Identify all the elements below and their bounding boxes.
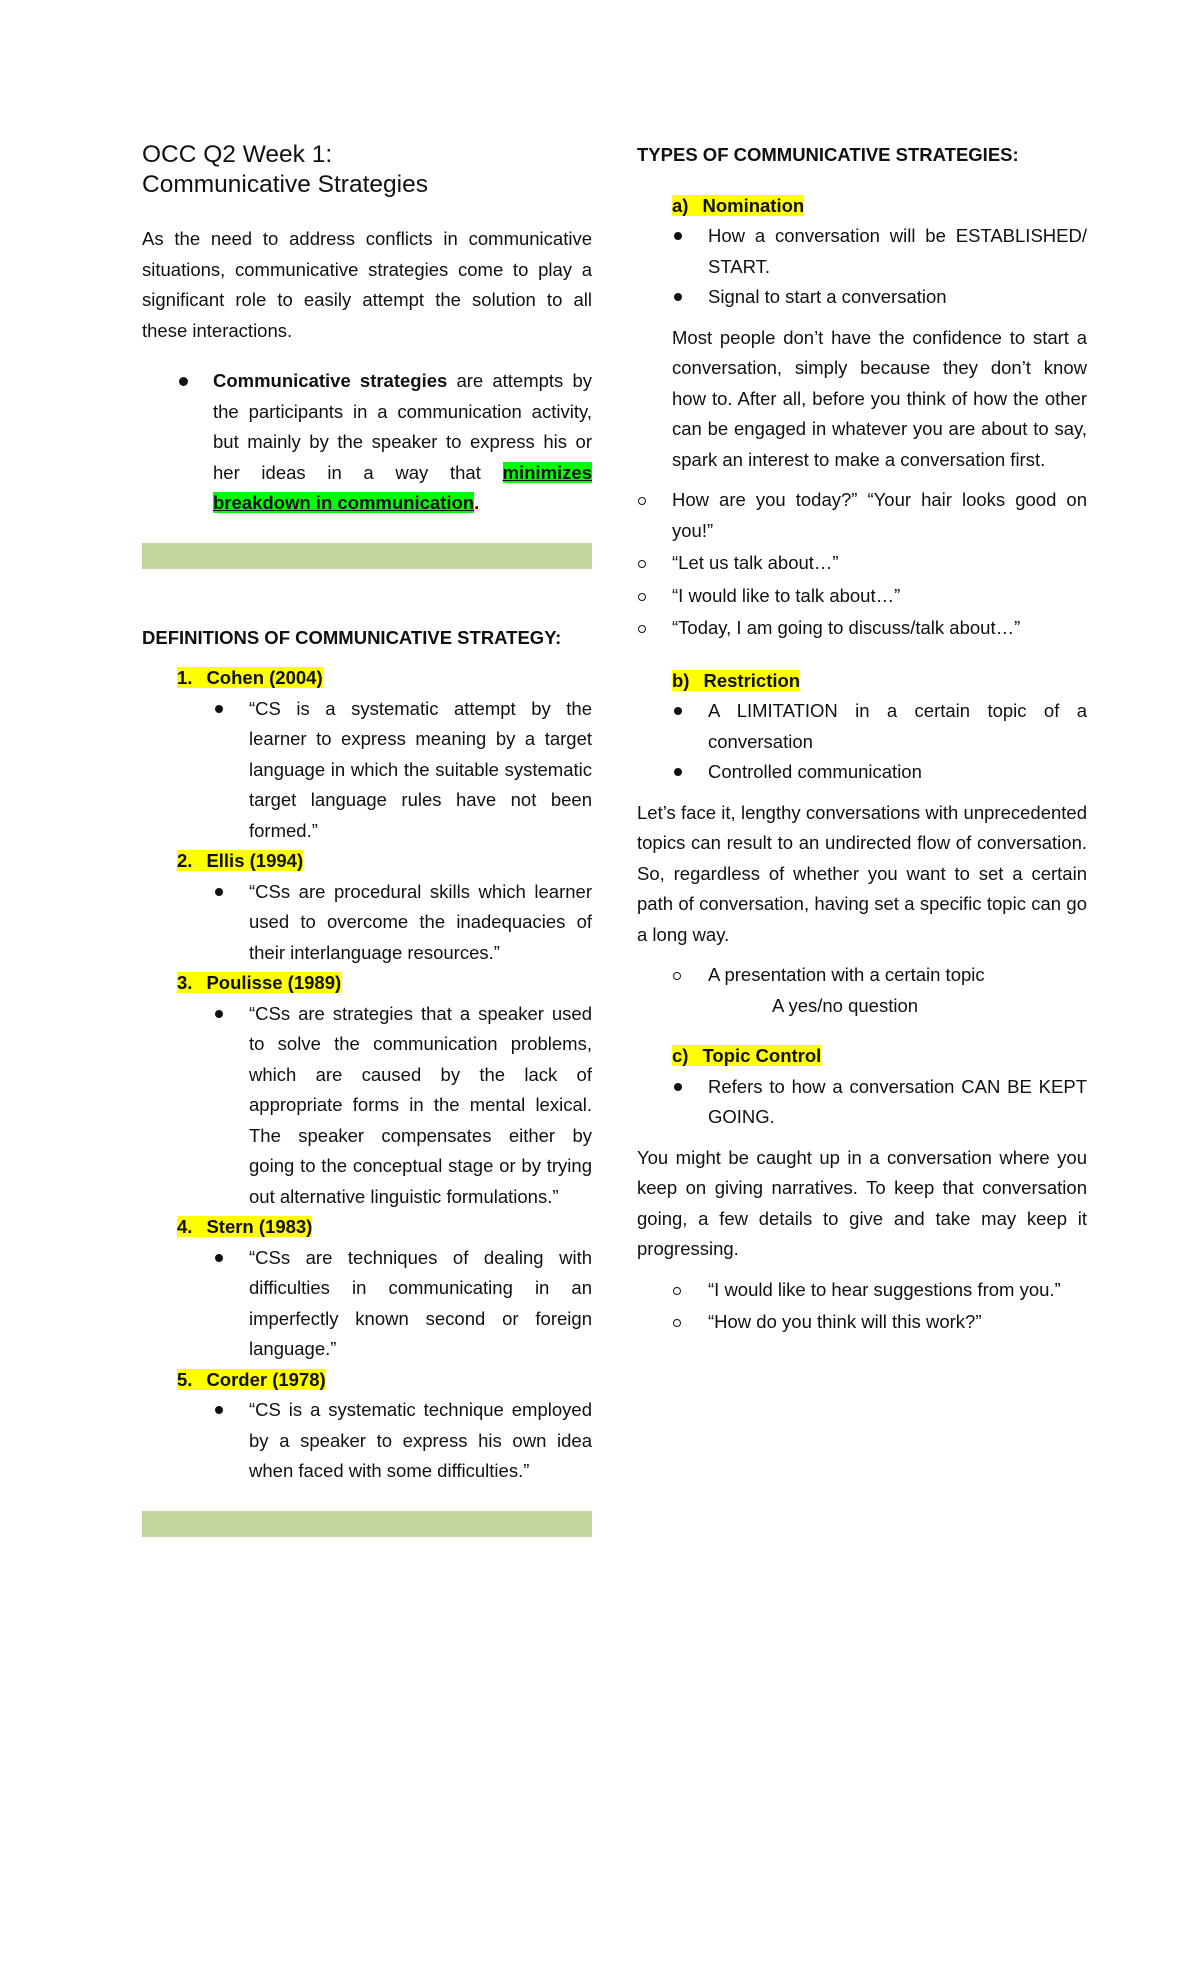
types-heading: TYPES OF COMMUNICATIVE STRATEGIES: — [637, 144, 1019, 165]
definition-number: 4. — [177, 1216, 193, 1237]
circle-bullet-icon — [638, 625, 646, 633]
section-divider-band — [142, 543, 592, 569]
nomination-letter: a) — [672, 194, 689, 216]
bullet-dot-icon — [674, 293, 682, 301]
example-text: “Let us talk about…” — [672, 552, 839, 573]
title-line-2: Communicative Strategies — [142, 171, 428, 198]
example-text: How are you today?” “Your hair looks good on you!” — [672, 489, 1087, 541]
bullet-text: Refers to how a conversation CAN BE KEPT GOING. — [708, 1075, 1087, 1127]
cs-end: . — [474, 492, 480, 513]
bullet-dot-icon — [215, 1406, 223, 1414]
restriction-example-2: A yes/no question — [772, 994, 919, 1016]
definition-number: 5. — [177, 1368, 193, 1390]
bullet-item — [672, 282, 1087, 313]
bullet-item — [672, 1072, 1087, 1133]
definition-source — [177, 850, 303, 871]
example-text: “How do you think will this work?” — [708, 1311, 982, 1332]
definition-quote: “CSs are procedural skills which learner used to overcome the inadequacies of their interlanguage resources.” — [249, 880, 592, 963]
intro-paragraph: As the need to address conflicts in communicative situations, communicative strategies come to play a significant role to easily attempt the solution to all these interactions. — [142, 228, 592, 341]
definition-source — [177, 667, 323, 688]
bullet-dot-icon — [674, 768, 682, 776]
circle-bullet-icon — [673, 972, 681, 980]
title-line-1: OCC Q2 Week 1: — [142, 141, 333, 168]
circle-bullet-icon — [673, 1287, 681, 1295]
bullet-text: A LIMITATION in a certain topic of a conversation — [708, 700, 1087, 752]
definition-name: Cohen (2004) — [206, 667, 323, 688]
topic-control-bullets — [672, 1072, 1087, 1133]
definition-item — [142, 846, 592, 968]
bullet-item — [672, 221, 1087, 282]
example-item — [637, 1307, 1087, 1338]
bullet-dot-icon — [179, 377, 188, 386]
definition-quote: “CS is a systematic technique employed by a speaker to express his own idea when faced with some difficulties.” — [249, 1399, 592, 1481]
bullet-item — [672, 696, 1087, 757]
definition-source — [177, 972, 341, 993]
nomination-examples — [672, 485, 1087, 644]
bullet-dot-icon — [674, 232, 682, 240]
cs-text: are attempts by the participants in a communication activity, but mainly by the speaker to express his or her ideas in a way that — [213, 370, 592, 483]
bullet-text: Signal to start a conversation — [708, 286, 947, 307]
restriction-example — [637, 960, 1087, 1021]
definition-item — [142, 663, 592, 846]
topic-control-title: Topic Control — [688, 1045, 821, 1066]
right-column — [637, 140, 1087, 1340]
circle-bullet-icon — [638, 593, 646, 601]
bullet-dot-icon — [215, 705, 223, 713]
definitions-heading: DEFINITIONS OF COMMUNICATIVE STRATEGY: — [142, 626, 562, 648]
bullet-text: How a conversation will be ESTABLISHED/ START. — [708, 225, 1087, 277]
definition-quote: “CS is a systematic attempt by the learner to express meaning by a target language in which the suitable systematic target language rules have not been formed.” — [249, 697, 592, 841]
definition-quote: “CSs are strategies that a speaker used to solve the communication problems, which are caused by the lack of appropriate forms in the mental lexical. The speaker compensates either by going to the conceptual stage or by trying out alternative linguistic formulations.” — [249, 1002, 592, 1207]
example-text: “Today, I am going to discuss/talk about…” — [672, 617, 1021, 638]
nomination-section — [637, 191, 1087, 644]
bullet-dot-icon — [215, 888, 223, 896]
cs-term: Communicative strategies — [213, 370, 448, 391]
definition-number: 1. — [177, 667, 193, 688]
circle-bullet-icon — [638, 497, 646, 505]
page-title — [142, 140, 592, 200]
bullet-dot-icon — [215, 1254, 223, 1262]
topic-control-examples — [637, 1275, 1087, 1338]
restriction-bullets — [672, 696, 1087, 788]
topic-control-section — [637, 1041, 1087, 1133]
nomination-paragraph: Most people don’t have the confidence to start a conversation, simply because they don’t know how to. After all, before you think of how the other can be engaged in whatever you are about to say, spark an interest to make a conversation first. — [672, 326, 1087, 470]
definition-quote: “CSs are techniques of dealing with difficulties in communicating in an imperfectly known second or foreign language.” — [249, 1246, 592, 1359]
left-column — [142, 140, 592, 1537]
definition-item — [142, 968, 592, 1212]
definition-source — [177, 1216, 312, 1237]
topic-control-paragraph: You might be caught up in a conversation where you keep on giving narratives. To keep that conversation going, a few details to give and take may keep it progressing. — [637, 1146, 1087, 1259]
restriction-section — [637, 666, 1087, 788]
restriction-paragraph: Let’s face it, lengthy conversations with unprecedented topics can result to an undirected flow of conversation. So, regardless of whether you want to set a certain path of conversation, having set a specific topic can go a long way. — [637, 801, 1087, 945]
definition-name: Stern (1983) — [206, 1216, 313, 1237]
definition-name: Corder (1978) — [206, 1368, 326, 1390]
bullet-item — [672, 757, 1087, 788]
nomination-bullets — [672, 221, 1087, 313]
definition-name: Ellis (1994) — [206, 850, 304, 871]
restriction-letter: b) — [672, 669, 690, 691]
definitions-list — [142, 663, 592, 1487]
example-item — [672, 485, 1087, 546]
bullet-dot-icon — [215, 1010, 223, 1018]
example-item — [672, 613, 1087, 644]
circle-bullet-icon — [638, 560, 646, 568]
definition-item — [142, 1365, 592, 1487]
bullet-text: Controlled communication — [708, 761, 922, 782]
restriction-title: Restriction — [689, 670, 800, 691]
example-text: “I would like to hear suggestions from you.” — [708, 1278, 1061, 1300]
definition-number: 3. — [177, 972, 193, 993]
definition-name: Poulisse (1989) — [206, 972, 342, 993]
circle-bullet-icon — [673, 1319, 681, 1327]
bullet-dot-icon — [674, 707, 682, 715]
definition-source — [177, 1369, 326, 1390]
cs-definition-bullet — [142, 366, 592, 519]
cs-highlight: minimizes breakdown in communication — [213, 461, 592, 513]
bullet-dot-icon — [674, 1083, 682, 1091]
example-item — [672, 548, 1087, 579]
section-divider-band-bottom — [142, 1511, 592, 1537]
restriction-example-1: A presentation with a certain topic — [708, 964, 985, 985]
example-item — [637, 1275, 1087, 1306]
definition-item — [142, 1212, 592, 1365]
nomination-title: Nomination — [688, 195, 804, 216]
example-item — [672, 581, 1087, 612]
example-text: “I would like to talk about…” — [672, 584, 901, 606]
definition-number: 2. — [177, 850, 193, 871]
topic-control-letter: c) — [672, 1045, 689, 1066]
